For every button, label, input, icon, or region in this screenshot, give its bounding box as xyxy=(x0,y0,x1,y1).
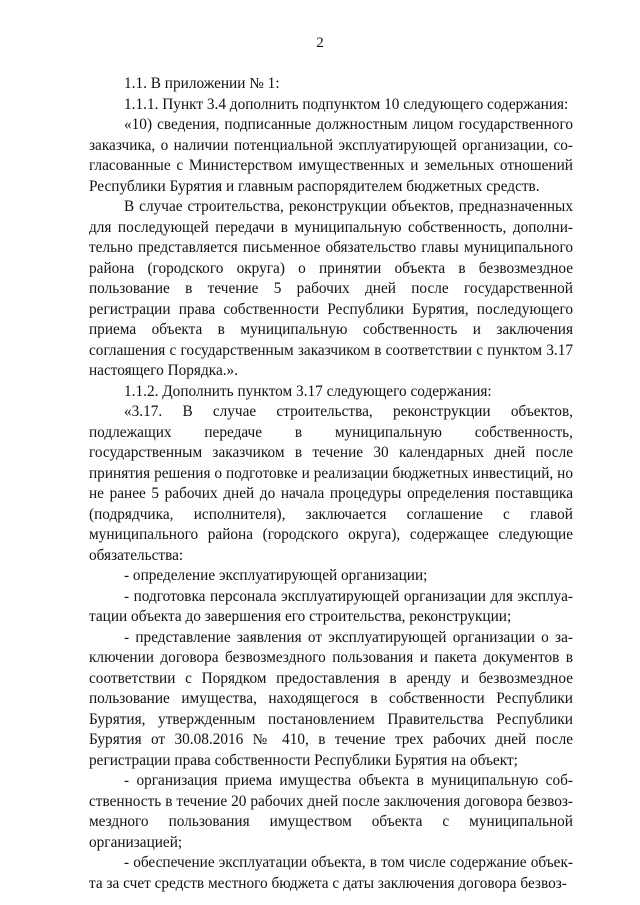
list-item-operation-support: - обеспечение эксплуатации объекта, в том числе содержание объекта за счет средств местного бюджета с даты заключения договора безвоз- xyxy=(89,854,573,892)
paragraph-1-1: 1.1. В приложении № 1: xyxy=(124,75,280,92)
paragraph-1-1-2: 1.1.2. Дополнить пунктом 3.17 следующего содержания: xyxy=(124,382,492,400)
paragraph-1-1-1: 1.1.1. Пункт 3.4 дополнить подпунктом 10 следующего содержания: xyxy=(124,95,569,113)
list-item-application-submission: - представление заявления от эксплуатирующей организации о заключении договора безвозмездного пользования и пакета документов в соответствии с Порядком предоставления в аренду и безвозмездное пользование имущества, находящегося в собственности Республики Бурятия, утвержденным постановлением Правительства Республики Бурятия от 30.08.2016 № 410, в течение трех рабочих дней после регистрации права собственности Республики Бурятия на объект; xyxy=(89,628,573,769)
list-item-staff-training: - подготовка персонала эксплуатирующей организации для эксплуатации объекта до завершения его строительства, реконструкции; xyxy=(89,587,573,625)
document-body xyxy=(89,74,573,894)
page-number: 2 xyxy=(316,35,324,51)
paragraph-municipal-obligation: В случае строительства, реконструкции объектов, предназначенных для последующей передачи в муниципальную собственность, дополнительно представляется письменное обязательство главы муниципального района (городского округа) о принятии объекта в безвозмездное пользование в течение 5 рабочих дней после государственной регистрации права собственности Республики Бурятия, последующего приема объекта в муниципальную собственность и заключения соглашения с государственным заказчиком в соответствии с пунктом 3.17 настоящего Порядка.». xyxy=(89,198,573,379)
paragraph-3-17: «3.17. В случае строительства, реконструкции объектов, подлежащих передаче в муниципальную собственность, государственным заказчиком в течение 30 календарных дней после принятия решения о подготовке и реализации бюджетных инвестиций, но не ранее 5 рабочих дней до начала процедуры определения поставщика (подрядчика, исполнителя), заключается соглашение с главой муниципального района (городского округа), содержащее следующие обязательства: xyxy=(89,403,573,564)
list-item-operator-definition: - определение эксплуатирующей организации; xyxy=(124,567,428,584)
list-item-property-acceptance: - организация приема имущества объекта в муниципальную собственность в течение 20 рабочих дней после заключения договора безвозмездного пользования имуществом объекта с муниципальной организацией; xyxy=(89,772,573,851)
paragraph-subitem-10: «10) сведения, подписанные должностным лицом государственного заказчика, о наличии потенциальной эксплуатирующей организации, согласованные с Министерством имущественных и земельных отношений Республики Бурятия и главным распорядителем бюджетных средств. xyxy=(89,116,573,195)
